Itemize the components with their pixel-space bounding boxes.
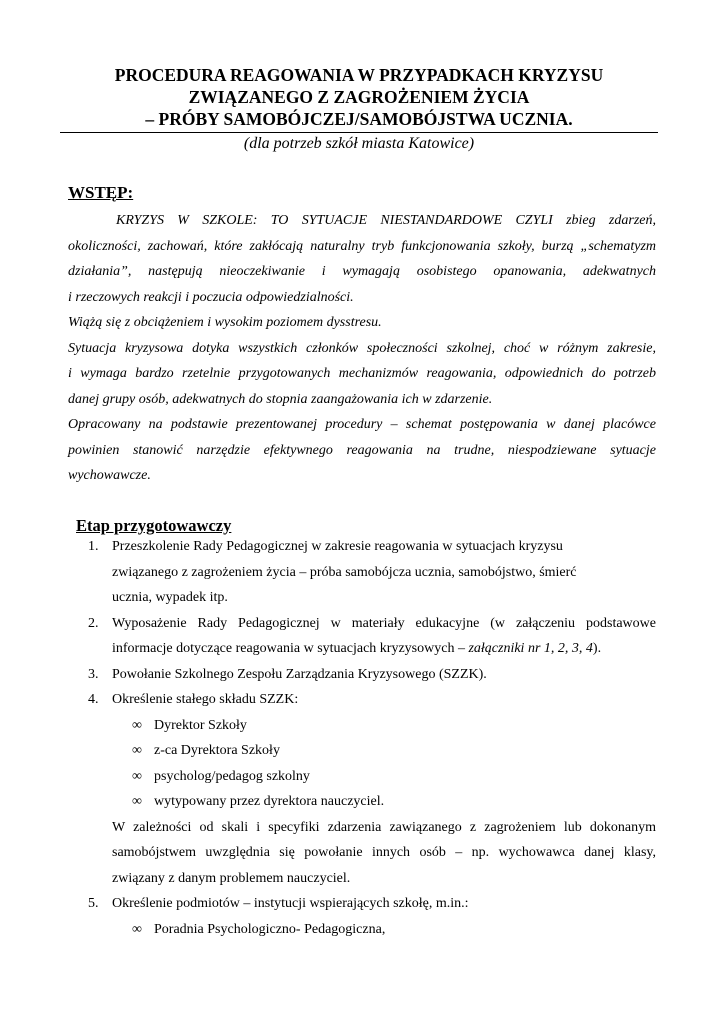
intro-heading: WSTĘP:	[68, 183, 134, 202]
title-line-3: – PRÓBY SAMOBÓJCZEJ/SAMOBÓJSTWA UCZNIA.	[145, 109, 573, 129]
intro-line: i wymaga bardzo rzetelnie przygotowanych mechanizmów reagowania, odpowiednich do potrzeb	[68, 366, 656, 381]
item-line: ucznia, wypadek itp.	[112, 590, 228, 605]
title-line-2: ZWIĄZANEGO Z ZAGROŻENIEM ŻYCIA	[188, 87, 530, 107]
list-item	[68, 687, 656, 713]
attachments-reference: załączniki nr 1, 2, 3, 4	[468, 641, 593, 656]
item-line: Określenie stałego składu SZZK:	[112, 692, 299, 707]
bullet-text: Poradnia Psychologiczno- Pedagogiczna,	[154, 921, 386, 937]
list-item	[68, 534, 656, 611]
intro-line: danej grupy osób, adekwatnych do stopnia zaangażowania ich w zdarzenie.	[68, 391, 493, 407]
note-line: samobójstwem uwzględnia się powołanie innych osób – np. wychowawca danej klasy,	[112, 845, 656, 860]
bullet-item	[68, 713, 656, 739]
infinity-bullet-icon: ∞	[132, 717, 142, 733]
item-line: Określenie podmiotów – instytucji wspierających szkołę, m.in.:	[112, 896, 469, 911]
intro-line: Opracowany na podstawie prezentowanej procedury – schemat postępowania w danej placówce	[68, 417, 656, 432]
intro-text	[68, 208, 656, 489]
intro-line: i rzeczowych reakcji i poczucia odpowiedzialności.	[68, 289, 354, 305]
note-line: związany z danym problemem nauczyciel.	[112, 870, 351, 886]
intro-line: Sytuacja kryzysowa dotyka wszystkich członków społeczności szkolnej, choć w różnym zakresie,	[68, 340, 656, 356]
title-block	[60, 64, 658, 154]
item-line: Wyposażenie Rady Pedagogicznej w materiały edukacyjne (w załączeniu podstawowe	[112, 615, 656, 631]
item-line: Powołanie Szkolnego Zespołu Zarządzania Kryzysowego (SZZK).	[112, 666, 487, 682]
infinity-bullet-icon: ∞	[132, 921, 142, 937]
bullet-text: wytypowany przez dyrektora nauczyciel.	[154, 794, 385, 809]
bullet-item	[68, 764, 656, 790]
list-item	[68, 662, 656, 688]
bullet-text: Dyrektor Szkoły	[154, 717, 247, 733]
bullet-text: z-ca Dyrektora Szkoły	[154, 743, 280, 758]
intro-line: wychowawcze.	[68, 468, 151, 483]
list-item	[68, 611, 656, 662]
item-number: 5.	[88, 896, 99, 911]
infinity-bullet-icon: ∞	[132, 768, 142, 784]
title-line-1: PROCEDURA REAGOWANIA W PRZYPADKACH KRYZYSU	[114, 65, 604, 85]
item-note	[68, 815, 656, 892]
item-line: związanego z zagrożeniem życia – próba samobójcza ucznia, samobójstwo, śmierć	[112, 564, 577, 580]
intro-line: KRYZYS W SZKOLE: TO SYTUACJE NIESTANDARDOWE CZYLI zbieg zdarzeń,	[116, 213, 656, 228]
bullet-item	[68, 789, 656, 815]
numbered-list	[68, 534, 656, 942]
item-text: ).	[592, 641, 602, 656]
intro-line: okoliczności, zachowań, które zakłócają naturalny tryb funkcjonowania szkoły, burzą „schematyzm	[68, 238, 656, 254]
subtitle: (dla potrzeb szkół miasta Katowice)	[243, 135, 475, 152]
item-line: Przeszkolenie Rady Pedagogicznej w zakresie reagowania w sytuacjach kryzysu	[112, 539, 563, 554]
bullet-text: psycholog/pedagog szkolny	[154, 768, 310, 784]
infinity-bullet-icon: ∞	[132, 743, 142, 758]
list-item	[68, 891, 656, 917]
item-text: informacje dotyczące reagowania w sytuacjach kryzysowych –	[112, 641, 469, 656]
item-number: 4.	[88, 692, 99, 707]
intro-line: Wiążą się z obciążeniem i wysokim poziomem dysstresu.	[68, 315, 382, 330]
item-number: 2.	[88, 615, 99, 631]
stage-heading: Etap przygotowawczy	[76, 516, 232, 535]
infinity-bullet-icon: ∞	[132, 794, 142, 809]
item-number: 3.	[88, 666, 99, 682]
note-line: W zależności od skali i specyfiki zdarzenia zawiązanego z zagrożeniem lub dokonanym	[112, 819, 656, 835]
item-number: 1.	[88, 539, 99, 554]
bullet-item	[68, 917, 656, 943]
intro-line: działania”, następują nieoczekiwanie i wymagają osobistego opanowania, adekwatnych	[68, 264, 656, 279]
title-divider	[60, 132, 658, 133]
bullet-item	[68, 738, 656, 764]
item-line	[112, 636, 656, 662]
intro-line: powinien stanowić narzędzie efektywnego reagowania na trudne, niespodziewane sytuacje	[68, 442, 656, 458]
